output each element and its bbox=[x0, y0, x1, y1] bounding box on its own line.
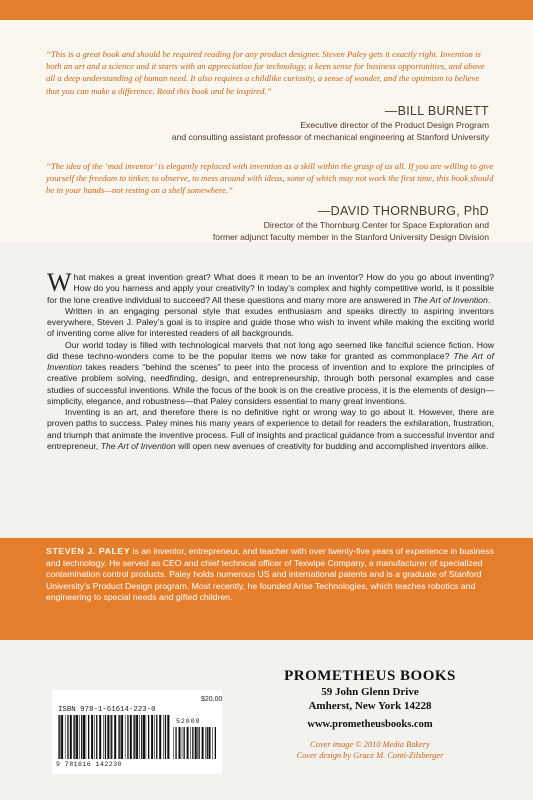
barcode-bar bbox=[159, 715, 161, 759]
barcode-bar bbox=[141, 715, 142, 759]
barcode-bar bbox=[139, 715, 140, 759]
description-paragraph-1 bbox=[47, 268, 494, 306]
barcode-bar bbox=[215, 727, 216, 759]
testimonial-name-2: —DAVID THORNBURG, PhD bbox=[317, 204, 489, 218]
barcode-bar bbox=[61, 715, 63, 759]
barcode-bar bbox=[190, 727, 191, 759]
barcode-bar bbox=[192, 727, 193, 759]
top-orange-strip bbox=[0, 0, 533, 20]
publisher-name: PROMETHEUS BOOKS bbox=[284, 668, 456, 684]
barcode-bar bbox=[59, 715, 60, 759]
barcode-bar bbox=[151, 715, 153, 759]
barcode-bar bbox=[105, 715, 106, 759]
barcode-bar bbox=[103, 715, 104, 759]
testimonial-attribution-2 bbox=[213, 204, 489, 243]
testimonial-quote-1: “This is a great book and should be required reading for any product designer. Steven Paley gets it exactly right. Invention is both an art and a science and it starts with an appreciation for technology, a keen sense for business opportunities, and above all a deep understanding of human need. It also requires a childlike curiosity, a sense of wonder, and the optimism to believe that you can make a difference. Read this book and be inspired.” bbox=[46, 49, 485, 96]
addon-digits: 52000 bbox=[176, 718, 201, 725]
barcode-bar bbox=[165, 715, 166, 759]
barcode-bar bbox=[184, 727, 185, 759]
barcode-bar bbox=[110, 715, 111, 759]
barcode-bar bbox=[83, 715, 85, 759]
barcode-bar bbox=[91, 715, 93, 759]
book-description bbox=[47, 268, 494, 452]
barcode-bar bbox=[99, 715, 101, 759]
barcode-bar bbox=[114, 715, 116, 759]
ean-barcode bbox=[58, 715, 170, 759]
testimonial-title-1b: and consulting assistant professor of mechanical engineering at Stanford University bbox=[171, 132, 489, 143]
description-text: takes readers “behind the scenes” to peer into the process of invention and to explore the principles of creative problem solving, needfinding, design, and entrepreneurship, through both personal examples and case studies of successful inventions. While the focus of the book is on the creative process, it is the elements of design—simplicity, elegance, and robustness—that Paley considers essential to many great inventions. bbox=[47, 362, 494, 406]
publisher-address-1: 59 John Glenn Drive bbox=[321, 686, 419, 698]
barcode-bar bbox=[79, 715, 80, 759]
barcode-bar bbox=[148, 715, 149, 759]
barcode-bar bbox=[179, 727, 181, 759]
barcode-bar bbox=[127, 715, 128, 759]
barcode-bar bbox=[156, 715, 157, 759]
barcode-bar bbox=[70, 715, 72, 759]
barcode-bar bbox=[76, 715, 78, 759]
barcode-bar bbox=[67, 715, 68, 759]
description-text: Inventing is an art, and therefore there is no definitive right or wrong way to go about it. However, there are proven paths to success. Paley mines his many years of experience to detail for readers the exhilaration, frustration, and triumph that animate the inventive process. Full of insights and practical guidance from a successful inventor and entrepreneur, bbox=[47, 407, 494, 451]
drop-cap: W bbox=[47, 268, 72, 297]
barcode-bar bbox=[212, 727, 213, 759]
barcode-bar bbox=[143, 715, 145, 759]
book-title-italic: The Art of Invention bbox=[47, 350, 494, 372]
cover-design-credit: Cover design by Grace M. Conti-Zilsberger bbox=[296, 751, 444, 760]
ean-digits: 9 781616 142230 bbox=[56, 761, 123, 768]
cover-credits bbox=[260, 739, 480, 761]
isbn-label: ISBN 978-1-61614-223-0 bbox=[58, 706, 156, 714]
barcode-bar bbox=[173, 727, 174, 759]
description-text: hat makes a great invention great? What does it mean to be an inventor? How do you go about inventing? How do you harness and apply your creativity? In today’s complex and highly competitive world, is it possible for the lone creative individual to succeed? All these questions and many more are answered in bbox=[47, 272, 494, 305]
testimonial-title-2b: former adjunct faculty member in the Stanford University Design Division bbox=[212, 232, 489, 243]
barcode-bar bbox=[146, 715, 147, 759]
testimonial-name-1: —BILL BURNETT bbox=[384, 104, 489, 118]
barcode-bar bbox=[134, 715, 135, 759]
publisher-address-2: Amherst, New York 14228 bbox=[308, 700, 432, 712]
book-title-italic: The Art of Invention bbox=[412, 294, 488, 305]
barcode-bar bbox=[175, 727, 176, 759]
barcode-bar bbox=[133, 715, 134, 759]
description-text: will open new avenues of creativity for budding and accomplished inventors alike. bbox=[175, 440, 489, 451]
barcode-bar bbox=[207, 727, 208, 759]
barcode-bar bbox=[125, 715, 126, 759]
description-paragraph-3 bbox=[47, 340, 494, 408]
description-text: . bbox=[487, 294, 491, 305]
barcode-bar bbox=[163, 715, 164, 759]
barcode-bar bbox=[136, 715, 138, 759]
barcode-bar bbox=[81, 715, 82, 759]
author-bio-text: is an inventor, entrepreneur, and teacher with over twenty-five years of experience in business and technology. He served as CEO and chief technical officer of Texwipe Company, a manufacturer of specialized contamination control products. Paley holds numerous US and international patents and is a graduate of Stanford University’s Product Design program. Most recently, he founded Arise Technologies, which teaches robotics and engineering to special needs and gifted children. bbox=[46, 546, 494, 603]
barcode-bar bbox=[187, 727, 189, 759]
barcode-bar bbox=[130, 715, 132, 759]
barcode-bar bbox=[74, 715, 75, 759]
testimonial-title-1a: Executive director of the Product Design Program bbox=[300, 120, 489, 130]
author-name: STEVEN J. PALEY bbox=[46, 546, 131, 556]
barcode-bar bbox=[111, 715, 112, 759]
barcode-bar bbox=[96, 715, 97, 759]
publisher-block bbox=[270, 668, 470, 730]
barcode-bar bbox=[94, 715, 95, 759]
testimonial-attribution-1 bbox=[172, 104, 489, 143]
barcode-bar bbox=[86, 715, 87, 759]
description-paragraph-2: Written in an engaging personal style that exudes enthusiasm and speaks directly to aspiring inventors everywhere, Steven J. Paley’s goal is to inspire and guide those who wish to invent while making the exciting world of inventing come alive for interested readers of all backgrounds. bbox=[47, 305, 494, 339]
barcode-bar bbox=[197, 727, 198, 759]
description-text: Our world today is filled with technological marvels that not long ago seemed like fanciful science fiction. How did these techno-wonders come to be the popular items we now take for granted as commonplace? bbox=[47, 339, 494, 361]
barcode-bar bbox=[73, 715, 74, 759]
barcode-bar bbox=[205, 727, 206, 759]
barcode-bar bbox=[202, 727, 204, 759]
testimonial-quote-2: “The idea of the ‘mad inventor’ is elegantly replaced with invention as a skill within the grasp of us all. If you are willing to give yourself the freedom to tinker, to observe, to mess around with ideas, some of which may not work the first time, this book should be in your hands—not resting on a shelf somewhere.” bbox=[46, 161, 494, 196]
barcode-bar bbox=[58, 715, 59, 759]
barcode-bar bbox=[118, 715, 119, 759]
price-label: $20.00 bbox=[201, 696, 223, 703]
price-addon-barcode bbox=[173, 727, 217, 759]
barcode-bar bbox=[121, 715, 123, 759]
barcode-bar bbox=[119, 715, 120, 759]
barcode-bar bbox=[182, 727, 183, 759]
barcode-bar bbox=[167, 715, 169, 759]
barcode-bar bbox=[199, 727, 200, 759]
barcode-bar bbox=[209, 727, 211, 759]
testimonial-title-2a: Director of the Thornburg Center for Space Exploration and bbox=[263, 220, 489, 230]
cover-image-credit: Cover image © 2010 Media Bakery bbox=[310, 740, 430, 749]
publisher-url: www.prometheusbooks.com bbox=[307, 719, 433, 730]
book-title-italic: The Art of Invention bbox=[100, 440, 176, 451]
barcode-bar bbox=[65, 715, 66, 759]
author-bio bbox=[46, 546, 498, 604]
barcode-bar bbox=[107, 715, 109, 759]
barcode-bar bbox=[195, 727, 197, 759]
barcode-bar bbox=[88, 715, 89, 759]
description-paragraph-4 bbox=[47, 407, 494, 452]
barcode-bar bbox=[154, 715, 155, 759]
